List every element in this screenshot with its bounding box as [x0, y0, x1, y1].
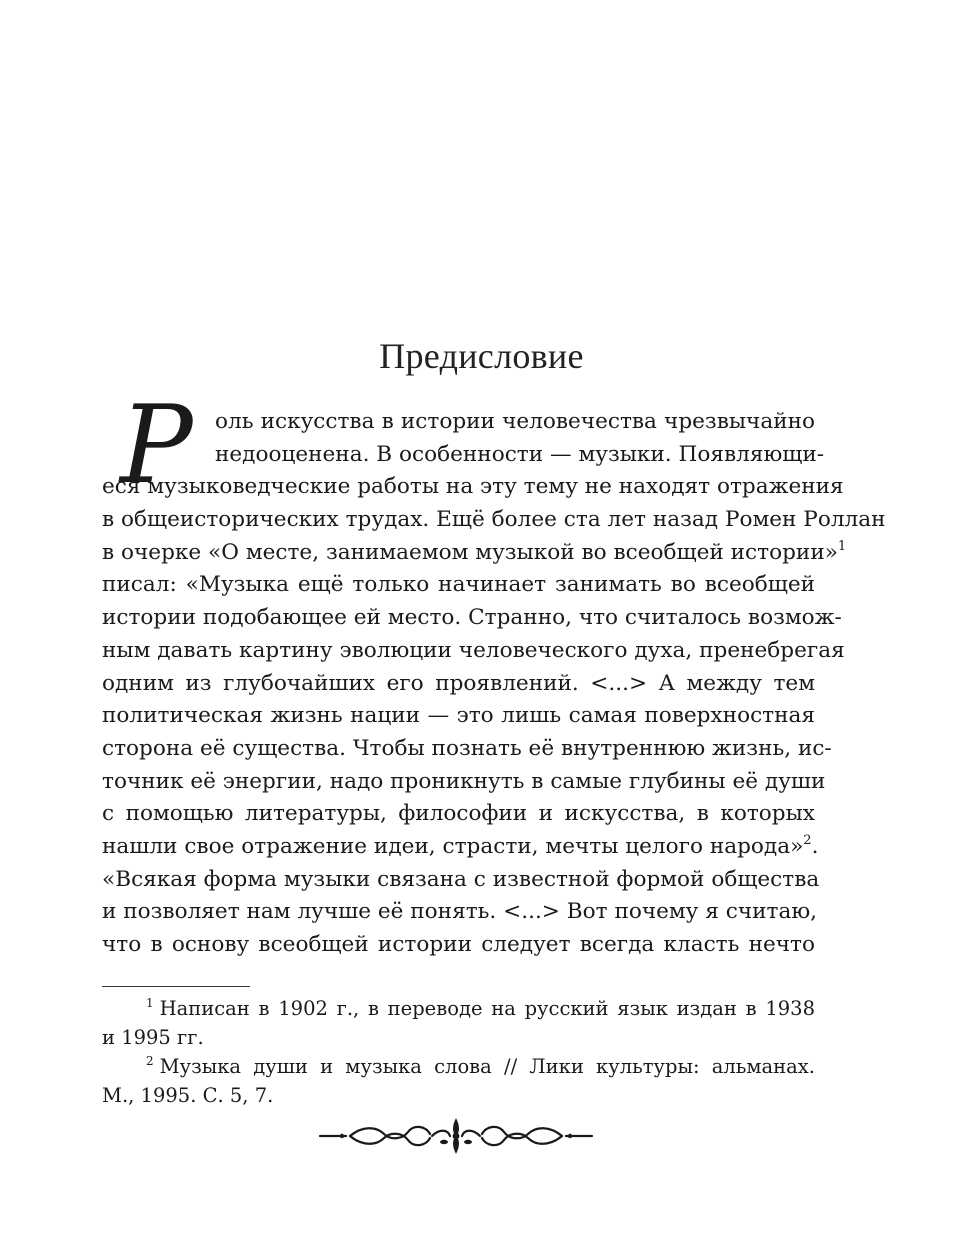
paragraph-line: точник её энергии, надо проникнуть в самые глубины её души: [102, 768, 826, 794]
page-title: Предисловие: [379, 336, 584, 376]
drop-cap-initial: Р: [120, 383, 193, 508]
paragraph-line: что в основу всеобщей истории следует всегда класть нечто: [102, 932, 815, 957]
paragraph-line: с помощью литературы, философии и искусства, в которых: [102, 801, 815, 827]
paragraph-line-with-note: [102, 831, 819, 864]
paragraph-line: в общеисторических трудах. Ещё более ста лет назад Ромен Роллан: [102, 507, 886, 533]
paragraph-line: сторона её существа. Чтобы познать её внутреннюю жизнь, ис-: [102, 735, 832, 761]
paragraph-line: ным давать картину эволюции человеческого духа, пренебрегая: [102, 637, 845, 663]
paragraph-line: и позволяет нам лучше её понять. <...> Вот почему я считаю,: [102, 899, 817, 925]
decorative-flourish-icon: [318, 1114, 594, 1158]
paragraph-line: одним из глубочайших его проявлений. <...> А между тем: [102, 670, 815, 696]
paragraph-line: недооценена. В особенности — музыки. Появляющи-: [215, 441, 825, 467]
footnote-2-continuation: М., 1995. С. 5, 7.: [102, 1084, 274, 1107]
paragraph-line: оль искусства в истории человечества чрезвычайно: [215, 409, 815, 434]
footnotes: [102, 994, 815, 1110]
footnote-text: Написан в 1902 г., в переводе на русский язык издан в 1938: [159, 997, 815, 1020]
paragraph-line-tail: .: [811, 833, 819, 859]
footnote-reference-2[interactable]: 2: [803, 832, 812, 848]
footnote-1: [102, 994, 815, 1023]
footnote-mark: 2: [146, 1054, 154, 1068]
footnote-reference-1[interactable]: 1: [837, 538, 847, 554]
paragraph-line: истории подобающее ей место. Странно, что считалось возмож-: [102, 605, 842, 631]
paragraph-line: политическая жизнь нации — это лишь самая поверхностная: [102, 703, 815, 729]
paragraph-line: «Всякая форма музыки связана с известной формой общества: [102, 866, 820, 892]
footnote-divider: [102, 986, 250, 987]
footnote-mark: 1: [146, 996, 154, 1010]
paragraph-line-text: в очерке «О месте, занимаемом музыкой во всеобщей истории»: [102, 539, 838, 565]
paragraph-line-with-note: [102, 537, 847, 570]
paragraph-line-text: нашли свое отражение идеи, страсти, мечты целого народа»: [102, 833, 804, 859]
paragraph-line: еся музыковедческие работы на эту тему не находят отражения: [102, 474, 844, 500]
footnote-2: [102, 1052, 815, 1081]
footnote-text: Музыка души и музыка слова // Лики культуры: альманах.: [159, 1055, 815, 1078]
footnote-1-continuation: и 1995 гг.: [102, 1026, 204, 1049]
paragraph-line: писал: «Музыка ещё только начинает занимать во всеобщей: [102, 572, 815, 598]
body-paragraph: [102, 406, 886, 962]
